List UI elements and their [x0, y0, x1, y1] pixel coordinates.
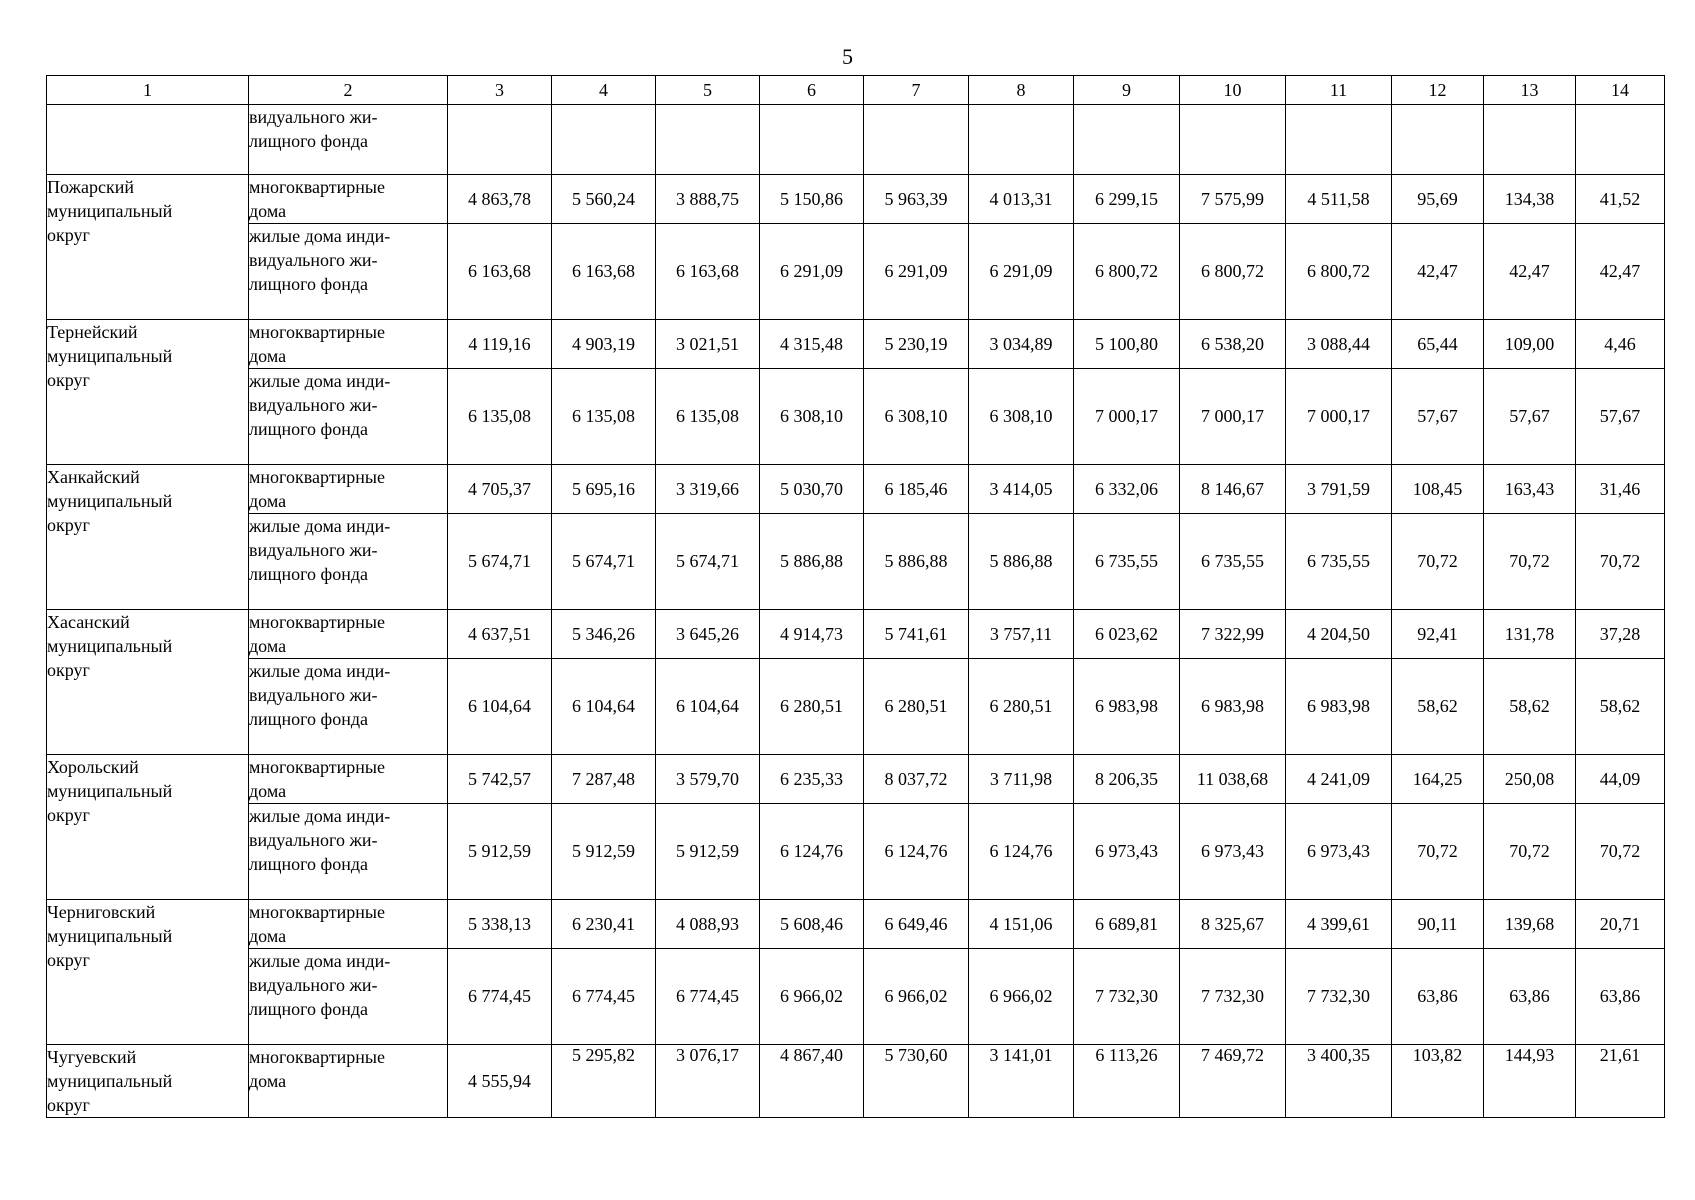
value-cell: 3 414,05	[969, 465, 1074, 514]
value-cell: 6 113,26	[1074, 1045, 1180, 1118]
value-cell	[864, 105, 969, 175]
value-cell: 6 774,45	[656, 949, 760, 1045]
value-cell: 6 280,51	[864, 659, 969, 755]
value-cell: 6 124,76	[864, 804, 969, 900]
column-header: 10	[1180, 76, 1286, 105]
value-cell: 6 332,06	[1074, 465, 1180, 514]
value-cell: 57,67	[1392, 369, 1484, 465]
housing-type-cell	[249, 804, 448, 900]
value-cell: 6 735,55	[1074, 514, 1180, 610]
value-cell: 44,09	[1576, 755, 1665, 804]
housing-type-line: многоквартирные	[249, 902, 385, 922]
value-cell: 6 291,09	[864, 224, 969, 320]
value-cell: 63,86	[1392, 949, 1484, 1045]
value-cell: 6 689,81	[1074, 900, 1180, 949]
column-header: 7	[864, 76, 969, 105]
value-cell: 139,68	[1484, 900, 1576, 949]
value-cell: 3 034,89	[969, 320, 1074, 369]
value-cell: 3 021,51	[656, 320, 760, 369]
value-cell: 6 291,09	[969, 224, 1074, 320]
housing-type-line: многоквартирные	[249, 467, 385, 487]
value-cell: 95,69	[1392, 175, 1484, 224]
district-name-line: муниципальный	[47, 346, 173, 366]
value-cell: 6 104,64	[656, 659, 760, 755]
value-cell: 4 204,50	[1286, 610, 1392, 659]
value-cell: 6 800,72	[1074, 224, 1180, 320]
value-cell	[969, 105, 1074, 175]
housing-type-cell	[249, 949, 448, 1045]
value-cell: 6 308,10	[969, 369, 1074, 465]
housing-type-line: дома	[249, 636, 287, 656]
housing-type-line: видуального жи-	[249, 250, 378, 270]
value-cell: 6 280,51	[760, 659, 864, 755]
value-cell: 6 163,68	[448, 224, 552, 320]
value-cell: 8 146,67	[1180, 465, 1286, 514]
district-name-line: Ханкайский	[47, 467, 140, 487]
district-name-line: округ	[47, 660, 90, 680]
value-cell: 5 695,16	[552, 465, 656, 514]
housing-type-cell	[249, 369, 448, 465]
value-cell: 70,72	[1576, 514, 1665, 610]
value-cell: 58,62	[1484, 659, 1576, 755]
housing-type-cell	[249, 105, 448, 175]
housing-type-cell	[249, 755, 448, 804]
value-cell: 42,47	[1576, 224, 1665, 320]
district-name-line: муниципальный	[47, 1071, 173, 1091]
value-cell: 7 469,72	[1180, 1045, 1286, 1118]
value-cell: 70,72	[1392, 804, 1484, 900]
district-name-line: муниципальный	[47, 491, 173, 511]
value-cell: 42,47	[1484, 224, 1576, 320]
housing-type-line: лищного фонда	[249, 709, 368, 729]
housing-type-line: многоквартирные	[249, 177, 385, 197]
housing-type-cell	[249, 465, 448, 514]
value-cell: 7 000,17	[1286, 369, 1392, 465]
value-cell: 6 800,72	[1286, 224, 1392, 320]
district-name-line: округ	[47, 370, 90, 390]
value-cell: 164,25	[1392, 755, 1484, 804]
table-row	[47, 514, 1665, 610]
value-cell	[1074, 105, 1180, 175]
value-cell	[1576, 105, 1665, 175]
value-cell: 6 973,43	[1074, 804, 1180, 900]
value-cell: 4 863,78	[448, 175, 552, 224]
value-cell: 134,38	[1484, 175, 1576, 224]
value-cell: 5 295,82	[552, 1045, 656, 1118]
value-cell: 6 280,51	[969, 659, 1074, 755]
value-cell: 5 674,71	[656, 514, 760, 610]
district-name-cell	[47, 755, 249, 900]
table-body	[47, 105, 1665, 1118]
value-cell	[656, 105, 760, 175]
value-cell: 4 555,94	[448, 1045, 552, 1118]
value-cell: 6 966,02	[760, 949, 864, 1045]
value-cell: 5 912,59	[552, 804, 656, 900]
housing-type-line: видуального жи-	[249, 107, 378, 127]
value-cell: 5 912,59	[448, 804, 552, 900]
value-cell: 58,62	[1392, 659, 1484, 755]
value-cell: 5 674,71	[448, 514, 552, 610]
value-cell: 5 560,24	[552, 175, 656, 224]
value-cell: 63,86	[1484, 949, 1576, 1045]
housing-type-line: видуального жи-	[249, 830, 378, 850]
value-cell	[448, 105, 552, 175]
housing-type-line: многоквартирные	[249, 612, 385, 632]
housing-type-line: многоквартирные	[249, 1047, 385, 1067]
value-cell: 57,67	[1484, 369, 1576, 465]
value-cell: 5 741,61	[864, 610, 969, 659]
district-name-cell	[47, 175, 249, 320]
value-cell: 7 322,99	[1180, 610, 1286, 659]
housing-type-line: лищного фонда	[249, 274, 368, 294]
value-cell	[760, 105, 864, 175]
value-cell: 6 291,09	[760, 224, 864, 320]
value-cell: 3 791,59	[1286, 465, 1392, 514]
housing-type-line: жилые дома инди-	[249, 806, 391, 826]
value-cell: 5 150,86	[760, 175, 864, 224]
table-row	[47, 610, 1665, 659]
value-cell: 8 206,35	[1074, 755, 1180, 804]
value-cell: 6 023,62	[1074, 610, 1180, 659]
housing-type-line: видуального жи-	[249, 685, 378, 705]
housing-type-cell	[249, 900, 448, 949]
housing-type-cell	[249, 175, 448, 224]
district-name-line: округ	[47, 950, 90, 970]
value-cell: 6 966,02	[864, 949, 969, 1045]
column-header: 5	[656, 76, 760, 105]
value-cell: 7 732,30	[1074, 949, 1180, 1045]
column-header: 13	[1484, 76, 1576, 105]
value-cell: 4 241,09	[1286, 755, 1392, 804]
value-cell: 6 135,08	[448, 369, 552, 465]
housing-type-cell	[249, 320, 448, 369]
value-cell: 3 645,26	[656, 610, 760, 659]
value-cell: 6 163,68	[552, 224, 656, 320]
value-cell: 250,08	[1484, 755, 1576, 804]
housing-type-line: дома	[249, 491, 287, 511]
value-cell	[1392, 105, 1484, 175]
housing-type-line: видуального жи-	[249, 395, 378, 415]
column-header: 12	[1392, 76, 1484, 105]
district-name-line: муниципальный	[47, 926, 173, 946]
value-cell: 6 104,64	[552, 659, 656, 755]
housing-type-cell	[249, 514, 448, 610]
table-row	[47, 659, 1665, 755]
value-cell: 6 230,41	[552, 900, 656, 949]
housing-type-line: лищного фонда	[249, 999, 368, 1019]
value-cell: 6 299,15	[1074, 175, 1180, 224]
value-cell: 7 000,17	[1074, 369, 1180, 465]
district-name-line: округ	[47, 515, 90, 535]
value-cell: 5 886,88	[864, 514, 969, 610]
value-cell: 4 511,58	[1286, 175, 1392, 224]
table-row-continuation	[47, 105, 1665, 175]
value-cell: 6 649,46	[864, 900, 969, 949]
value-cell: 41,52	[1576, 175, 1665, 224]
value-cell: 4 013,31	[969, 175, 1074, 224]
housing-type-line: жилые дома инди-	[249, 951, 391, 971]
value-cell: 108,45	[1392, 465, 1484, 514]
value-cell: 4 903,19	[552, 320, 656, 369]
table-row	[47, 900, 1665, 949]
value-cell	[552, 105, 656, 175]
value-cell: 6 185,46	[864, 465, 969, 514]
housing-type-line: лищного фонда	[249, 564, 368, 584]
district-name-line: муниципальный	[47, 781, 173, 801]
value-cell: 65,44	[1392, 320, 1484, 369]
housing-type-line: многоквартирные	[249, 322, 385, 342]
value-cell: 6 735,55	[1286, 514, 1392, 610]
value-cell: 3 888,75	[656, 175, 760, 224]
housing-type-line: лищного фонда	[249, 854, 368, 874]
housing-type-cell	[249, 610, 448, 659]
value-cell: 5 886,88	[760, 514, 864, 610]
district-name-line: округ	[47, 1095, 90, 1115]
value-cell: 7 732,30	[1180, 949, 1286, 1045]
value-cell: 4 705,37	[448, 465, 552, 514]
column-header: 11	[1286, 76, 1392, 105]
page-number: 5	[842, 44, 853, 69]
value-cell: 6 973,43	[1286, 804, 1392, 900]
value-cell: 6 983,98	[1074, 659, 1180, 755]
column-header: 14	[1576, 76, 1665, 105]
table-row	[47, 1045, 1665, 1118]
housing-type-line: видуального жи-	[249, 540, 378, 560]
value-cell: 6 135,08	[552, 369, 656, 465]
district-name-cell	[47, 465, 249, 610]
district-cell	[47, 105, 249, 175]
district-name-line: Хасанский	[47, 612, 130, 632]
value-cell: 6 308,10	[760, 369, 864, 465]
value-cell: 103,82	[1392, 1045, 1484, 1118]
value-cell: 90,11	[1392, 900, 1484, 949]
value-cell: 6 966,02	[969, 949, 1074, 1045]
value-cell: 5 338,13	[448, 900, 552, 949]
value-cell: 6 135,08	[656, 369, 760, 465]
value-cell: 6 735,55	[1180, 514, 1286, 610]
housing-type-line: лищного фонда	[249, 419, 368, 439]
value-cell: 70,72	[1484, 804, 1576, 900]
column-header: 1	[47, 76, 249, 105]
value-cell: 6 308,10	[864, 369, 969, 465]
housing-type-line: дома	[249, 346, 287, 366]
housing-type-line: лищного фонда	[249, 131, 368, 151]
value-cell: 6 124,76	[760, 804, 864, 900]
value-cell: 6 235,33	[760, 755, 864, 804]
value-cell: 5 742,57	[448, 755, 552, 804]
value-cell: 5 886,88	[969, 514, 1074, 610]
value-cell: 63,86	[1576, 949, 1665, 1045]
value-cell: 8 037,72	[864, 755, 969, 804]
table-row	[47, 804, 1665, 900]
table-row	[47, 465, 1665, 514]
value-cell: 5 963,39	[864, 175, 969, 224]
value-cell: 70,72	[1484, 514, 1576, 610]
table-row	[47, 369, 1665, 465]
value-cell: 57,67	[1576, 369, 1665, 465]
value-cell: 8 325,67	[1180, 900, 1286, 949]
district-name-line: Чугуевский	[47, 1047, 137, 1067]
value-cell: 5 346,26	[552, 610, 656, 659]
value-cell: 4,46	[1576, 320, 1665, 369]
value-cell: 5 674,71	[552, 514, 656, 610]
district-name-line: округ	[47, 225, 90, 245]
value-cell: 6 124,76	[969, 804, 1074, 900]
value-cell: 4 315,48	[760, 320, 864, 369]
value-cell: 3 579,70	[656, 755, 760, 804]
value-cell: 6 774,45	[552, 949, 656, 1045]
housing-type-line: дома	[249, 1071, 287, 1091]
value-cell: 5 608,46	[760, 900, 864, 949]
value-cell: 5 030,70	[760, 465, 864, 514]
value-cell: 4 914,73	[760, 610, 864, 659]
tariff-table	[46, 75, 1665, 1118]
value-cell: 6 163,68	[656, 224, 760, 320]
value-cell: 3 319,66	[656, 465, 760, 514]
column-number-row	[47, 76, 1665, 105]
district-name-line: Тернейский	[47, 322, 138, 342]
value-cell: 7 732,30	[1286, 949, 1392, 1045]
district-name-line: округ	[47, 805, 90, 825]
value-cell	[1180, 105, 1286, 175]
district-name-line: Черниговский	[47, 902, 156, 922]
value-cell: 6 104,64	[448, 659, 552, 755]
district-name-line: Хорольский	[47, 757, 139, 777]
value-cell: 4 151,06	[969, 900, 1074, 949]
value-cell: 70,72	[1392, 514, 1484, 610]
value-cell: 3 711,98	[969, 755, 1074, 804]
value-cell: 6 774,45	[448, 949, 552, 1045]
value-cell	[1286, 105, 1392, 175]
value-cell: 4 399,61	[1286, 900, 1392, 949]
housing-type-line: жилые дома инди-	[249, 516, 391, 536]
housing-type-line: дома	[249, 781, 287, 801]
value-cell: 5 100,80	[1074, 320, 1180, 369]
value-cell: 6 538,20	[1180, 320, 1286, 369]
value-cell: 42,47	[1392, 224, 1484, 320]
district-name-line: Пожарский	[47, 177, 134, 197]
housing-type-cell	[249, 659, 448, 755]
district-name-cell	[47, 320, 249, 465]
housing-type-line: жилые дома инди-	[249, 661, 391, 681]
value-cell: 92,41	[1392, 610, 1484, 659]
value-cell: 7 287,48	[552, 755, 656, 804]
value-cell: 3 076,17	[656, 1045, 760, 1118]
value-cell: 11 038,68	[1180, 755, 1286, 804]
value-cell: 131,78	[1484, 610, 1576, 659]
value-cell: 37,28	[1576, 610, 1665, 659]
value-cell: 3 088,44	[1286, 320, 1392, 369]
housing-type-cell	[249, 1045, 448, 1118]
district-name-line: муниципальный	[47, 201, 173, 221]
column-header: 9	[1074, 76, 1180, 105]
column-header: 8	[969, 76, 1074, 105]
housing-type-line: жилые дома инди-	[249, 226, 391, 246]
housing-type-line: многоквартирные	[249, 757, 385, 777]
value-cell: 6 983,98	[1286, 659, 1392, 755]
table-row	[47, 175, 1665, 224]
value-cell: 5 912,59	[656, 804, 760, 900]
table-header	[47, 76, 1665, 105]
value-cell: 31,46	[1576, 465, 1665, 514]
housing-type-line: жилые дома инди-	[249, 371, 391, 391]
value-cell: 58,62	[1576, 659, 1665, 755]
value-cell: 163,43	[1484, 465, 1576, 514]
value-cell: 6 983,98	[1180, 659, 1286, 755]
table-row	[47, 224, 1665, 320]
value-cell: 4 119,16	[448, 320, 552, 369]
housing-type-cell	[249, 224, 448, 320]
housing-type-line: видуального жи-	[249, 975, 378, 995]
column-header: 3	[448, 76, 552, 105]
value-cell: 4 637,51	[448, 610, 552, 659]
value-cell: 6 800,72	[1180, 224, 1286, 320]
value-cell: 5 230,19	[864, 320, 969, 369]
value-cell: 20,71	[1576, 900, 1665, 949]
value-cell: 3 141,01	[969, 1045, 1074, 1118]
table-row	[47, 320, 1665, 369]
value-cell: 109,00	[1484, 320, 1576, 369]
value-cell: 7 000,17	[1180, 369, 1286, 465]
value-cell: 5 730,60	[864, 1045, 969, 1118]
value-cell	[1484, 105, 1576, 175]
column-header: 6	[760, 76, 864, 105]
district-name-line: муниципальный	[47, 636, 173, 656]
value-cell: 4 867,40	[760, 1045, 864, 1118]
district-name-cell	[47, 610, 249, 755]
value-cell: 3 400,35	[1286, 1045, 1392, 1118]
value-cell: 144,93	[1484, 1045, 1576, 1118]
value-cell: 7 575,99	[1180, 175, 1286, 224]
housing-type-line: дома	[249, 201, 287, 221]
district-name-cell	[47, 1045, 249, 1118]
housing-type-line: дома	[249, 926, 287, 946]
column-header: 2	[249, 76, 448, 105]
value-cell: 6 973,43	[1180, 804, 1286, 900]
value-cell: 70,72	[1576, 804, 1665, 900]
value-cell: 3 757,11	[969, 610, 1074, 659]
value-cell: 4 088,93	[656, 900, 760, 949]
value-cell: 21,61	[1576, 1045, 1665, 1118]
table-row	[47, 949, 1665, 1045]
district-name-cell	[47, 900, 249, 1045]
column-header: 4	[552, 76, 656, 105]
table-row	[47, 755, 1665, 804]
